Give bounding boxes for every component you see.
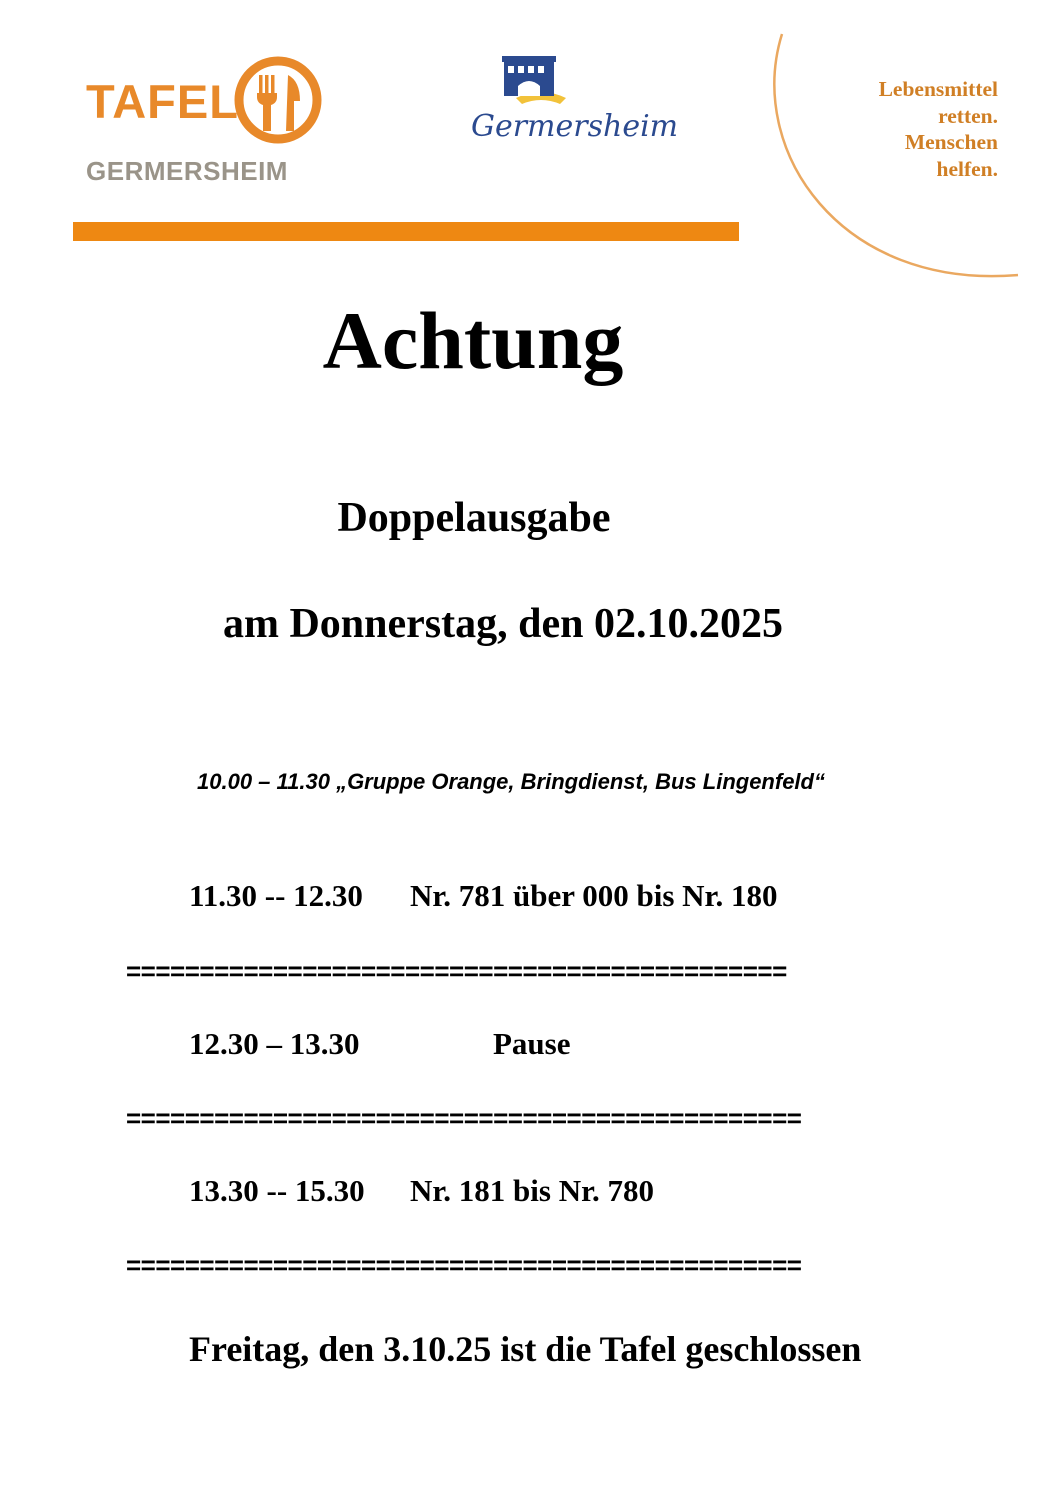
slogan-line: Lebensmittel <box>878 77 998 101</box>
notice-subtitle: Doppelausgabe <box>337 495 611 541</box>
fork-knife-icon <box>233 55 323 145</box>
slogan <box>879 76 998 182</box>
tafel-logo-subtitle: GERMERSHEIM <box>86 156 288 186</box>
slogan-line: helfen. <box>936 156 998 181</box>
slot-description: Nr. 781 über 000 bis Nr. 180 <box>410 878 778 913</box>
slot-time: 13.30 -- 15.30 <box>189 1173 365 1208</box>
separator-line: ============================================= <box>126 956 787 986</box>
city-logo-text: Germersheim <box>471 109 679 144</box>
slot-time: 12.30 – 13.30 <box>189 1026 360 1061</box>
notice-date: am Donnerstag, den 02.10.2025 <box>222 601 783 647</box>
closing-notice: Freitag, den 3.10.25 ist die Tafel geschlossen <box>189 1329 862 1369</box>
group-schedule-line: 10.00 – 11.30 „Gruppe Orange, Bringdienst, Bus Lingenfeld“ <box>197 769 825 794</box>
header-orange-bar <box>73 222 739 241</box>
slogan-line: retten. <box>938 103 998 128</box>
notice-title: Achtung <box>322 295 624 386</box>
slot-time: 11.30 -- 12.30 <box>189 878 363 913</box>
city-gate-icon <box>466 50 679 162</box>
slogan-line: Menschen <box>904 130 998 154</box>
separator-line: ============================================== <box>126 1103 802 1133</box>
slot-description: Pause <box>493 1026 571 1061</box>
tafel-logo-word: TAFEL <box>86 75 239 128</box>
slot-description: Nr. 181 bis Nr. 780 <box>410 1173 655 1208</box>
separator-line: ============================================== <box>126 1250 802 1280</box>
